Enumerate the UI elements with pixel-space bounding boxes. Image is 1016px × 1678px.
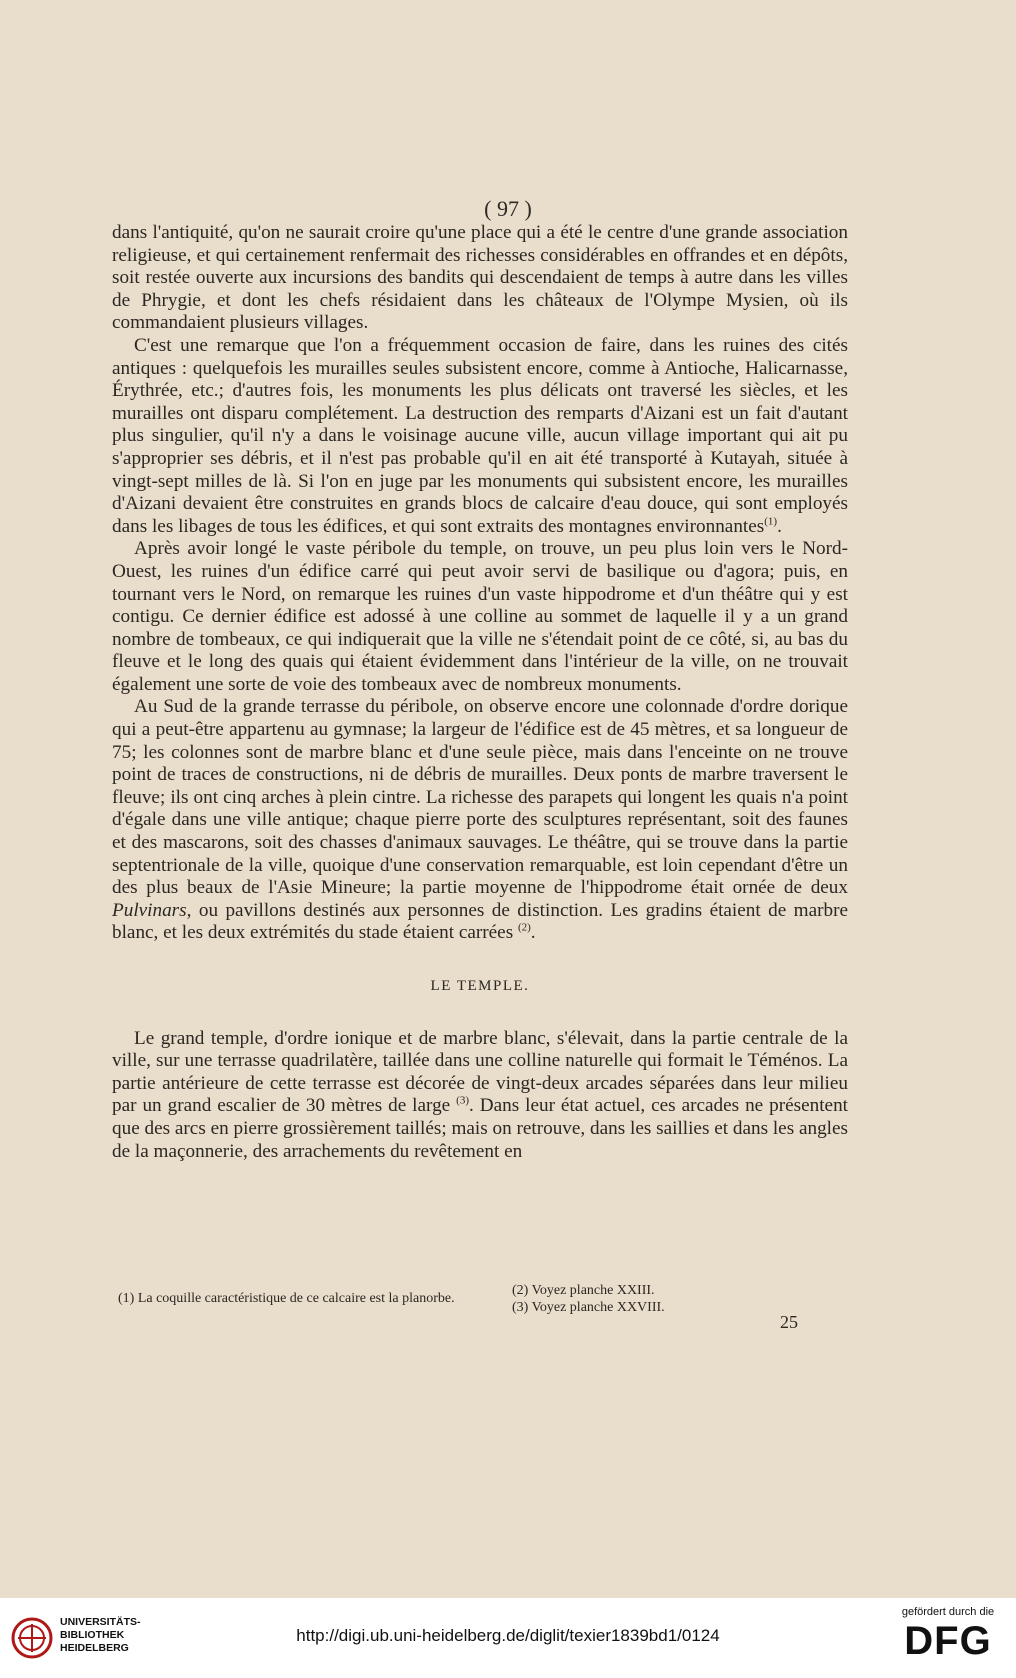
paragraph-2-text: C'est une remarque que l'on a fréquemment occasion de faire, dans les ruines des cités antiques : quelquefois les murailles seules subsistent encore, comme à Antioche, Halicarnasse, Érythrée, etc.; d'autres fois, les monuments les plus délicats ont traversé les siècles, et les murailles ont disparu complétement. La destruction des remparts d'Aizani est un fait d'autant plus singulier, qu'il n'y a dans le voisinage aucune ville, aucun village important qui ait pu s'approprier ses débris, et il n'est pas probable qu'il en ait été transporté à Kutayah, située à vingt-sept milles de là. Si l'on en juge par les monuments qui subsistent encore, les murailles d'Aizani devaient être construites en grands blocs de calcaire d'eau douce, qui sont employés dans les libages de tous les édifices, et qui sont extraits des montagnes environnantes bbox=[112, 334, 848, 537]
sponsor-logo[interactable] bbox=[894, 1606, 1002, 1664]
paragraph-5 bbox=[112, 1028, 848, 1164]
footnote-ref-1[interactable]: (1) bbox=[764, 515, 778, 528]
permalink-url[interactable]: http://digi.ub.uni-heidelberg.de/diglit/texier1839bd1/0124 bbox=[296, 1626, 720, 1645]
footnote-ref-3[interactable]: (3) bbox=[456, 1094, 469, 1107]
paragraph-2-end: . bbox=[777, 515, 782, 537]
paragraph-3: Après avoir longé le vaste péribole du temple, on trouve, un peu plus loin vers le Nord-Ouest, les ruines d'un édifice carré qui peut avoir servi de basilique ou d'agora; puis, en tournant vers le Nord, on remarque les ruines d'un vaste hippodrome et d'un théâtre qui y est contigu. Ce dernier édifice est adossé à une colline au sommet de laquelle il y a un grand nombre de tombeaux, ce qui indiquerait que la ville ne s'étendait point de ce côté, si, au bas du fleuve et le long des quais qui étaient évidemment dans l'intérieur de la ville, on ne trouvait également une sorte de voie des tombeaux avec de nombreux monuments. bbox=[112, 538, 848, 695]
paragraph-4-tail: , ou pavillons destinés aux personnes de distinction. Les gradins étaient de marbre blanc, et les deux extrémités du stade étaient carrées bbox=[112, 899, 848, 944]
page-number: ( 97 ) bbox=[484, 196, 532, 221]
dfg-logo: DFG bbox=[904, 1619, 992, 1663]
library-name-line1: UNIVERSITÄTS- bbox=[60, 1616, 141, 1628]
section-heading: LE TEMPLE. bbox=[430, 978, 530, 994]
library-name-line3: HEIDELBERG bbox=[60, 1642, 129, 1654]
body-text bbox=[112, 222, 848, 1163]
paragraph-5-cont: Dans leur état actuel, ces arcades ne présentent que des arcs en pierre grossièrement taillés; mais on retrouve, dans les saillies et dans les angles de la maçonnerie, des arrachements du revêtement en bbox=[112, 1095, 849, 1162]
paragraph-4 bbox=[112, 696, 848, 945]
viewer-footer bbox=[0, 1598, 1016, 1678]
italic-term: Pulvinars bbox=[112, 899, 187, 921]
paragraph-4-end: . bbox=[530, 922, 536, 944]
signature-number: 25 bbox=[780, 1312, 798, 1332]
footnote-ref-2[interactable]: (2) bbox=[517, 922, 531, 935]
paragraph-5-mid: . bbox=[468, 1095, 474, 1117]
footnotes-right bbox=[512, 1282, 752, 1316]
paragraph-1: dans l'antiquité, qu'on ne saurait croire qu'une place qui a été le centre d'une grande association religieuse, et qui certainement renfermait des richesses considérables en offrandes et en dépôts, soit restée ouverte aux incursions des bandits qui descendaient de temps à autre dans les villes de Phrygie, et dont les chefs résidaient dans les châteaux de l'Olympe Mysien, où ils commandaient plusieurs villages. bbox=[112, 222, 848, 334]
footnote-2: (2) Voyez planche XXIII. bbox=[512, 1283, 655, 1298]
footnote-3: (3) Voyez planche XXVIII. bbox=[512, 1300, 665, 1315]
footnote-1: (1) La coquille caractéristique de ce calcaire est la planorbe. bbox=[118, 1291, 455, 1306]
paragraph-4-text: Au Sud de la grande terrasse du péribole, on observe encore une colonnade d'ordre dorique qui a peut-être appartenu au gymnase; la largeur de l'édifice est de 45 mètres, et sa longueur de 75; les colonnes sont de marbre blanc et d'une seule pièce, mais dans l'enceinte on ne trouve point de traces de constructions, ni de débris de murailles. Deux ponts de marbre traversent le fleuve; ils ont cinq arches à plein cintre. La richesse des parapets qui longent les quais n'a point d'égale dans une ville antique; chaque pierre porte des sculptures représentant, soit des faunes et des mascarons, soit des chasses d'animaux sauvages. Le théâtre, qui se trouve dans la partie septentrionale de la ville, quoique d'une conservation remarquable, est loin cependant d'être un des plus beaux de l'Asie Mineure; la partie moyenne de l'hippodrome était ornée de deux bbox=[112, 696, 848, 899]
paragraph-2 bbox=[112, 335, 848, 538]
library-name-line2: BIBLIOTHEK bbox=[60, 1629, 125, 1641]
sponsor-caption: gefördert durch die bbox=[901, 1606, 995, 1618]
paragraph-5-text: Le grand temple, d'ordre ionique et de marbre blanc, s'élevait, dans la partie centrale de la ville, sur une terrasse quadrilatère, taillée dans une colline naturelle qui formait le Téménos. La partie antérieure de cette terrasse est décorée de vingt-deux arcades séparées dans leur milieu par un grand escalier de 30 mètres de large bbox=[112, 1027, 848, 1117]
